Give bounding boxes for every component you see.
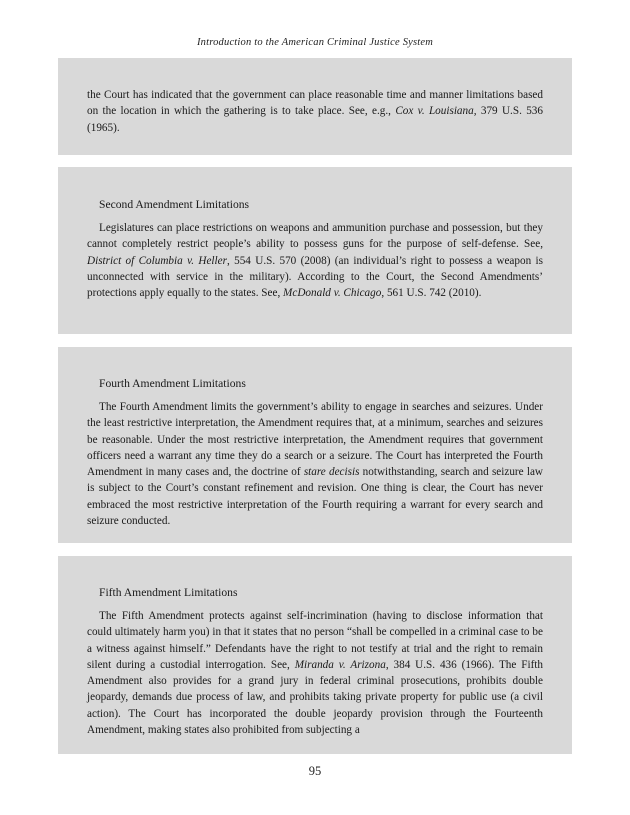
- case-citation: Cox v. Louisiana,: [395, 105, 477, 118]
- section-heading: Second Amendment Limitations: [99, 198, 250, 211]
- page-number: 95: [308, 764, 322, 778]
- section-box-first-amendment-continued: [58, 58, 572, 155]
- body-text: , 384 U.S. 436 (1966). The Fifth Amendment also provides for a grand jury in federal criminal prosecutions, prohibits double jeopardy, demands due process of law, and prohibits taking private property for public use (a civil action). The Court has incorporated the double jeopardy provision through the Fourteenth Amendment, making states also prohibited from subjecting a: [87, 658, 543, 737]
- body-text: , 554 U.S. 570 (2008) (an individual’s right to possess a weapon is unconnected with service in the military). According to the Court, the Second Amendments’ protections apply equally to the states. See,: [87, 254, 543, 300]
- running-header: Introduction to the American Criminal Justice System: [196, 37, 434, 48]
- body-text: Legislatures can place restrictions on weapons and ammunition purchase and possession, but they cannot completely restrict people’s ability to possess guns for the purpose of self-defense. See,: [87, 222, 543, 251]
- section-body: [87, 87, 543, 136]
- case-citation: District of Columbia v. Heller: [87, 254, 227, 267]
- body-text: notwithstanding, search and seizure law is subject to the Court’s constant refinement and revision. One thing is clear, the Court has never embraced the most restrictive interpretation of the Fourth requiring a warrant for every search and seizure conducted.: [87, 466, 543, 528]
- section-body: [87, 399, 543, 529]
- section-body: [87, 608, 543, 738]
- section-heading: Fifth Amendment Limitations: [99, 586, 238, 599]
- body-text: 379 U.S. 536 (1965).: [87, 105, 543, 134]
- section-box-fifth-amendment: [58, 556, 572, 754]
- case-citation: stare decisis: [303, 466, 360, 479]
- section-heading: Fourth Amendment Limitations: [99, 377, 246, 390]
- case-citation: Miranda v. Arizona: [294, 658, 386, 671]
- section-box-fourth-amendment: [58, 347, 572, 543]
- body-text: the Court has indicated that the government can place reasonable time and manner limitations based on the location in which the gathering is to take place. See, e.g.,: [87, 89, 543, 118]
- section-body: [87, 220, 543, 301]
- case-citation: McDonald v. Chicago: [283, 287, 382, 300]
- body-text: The Fourth Amendment limits the government’s ability to engage in searches and seizures. Under the least restrictive interpretation, the Amendment requires that, at a minimum, searches and seizures be reasonable. Under the most restrictive interpretation, the Amendment requires that government officers need a warrant any time they do a search or a seizure. The Court has interpreted the Fourth Amendment in many cases and, the doctrine of: [87, 401, 543, 479]
- body-text: , 561 U.S. 742 (2010).: [381, 287, 482, 300]
- body-text: The Fifth Amendment protects against self-incrimination (having to disclose information that could ultimately harm you) in that it states that no person “shall be compelled in a criminal case to be a witness against himself.” Defendants have the right to not testify at trial and the right to remain silent during a custodial interrogation. See,: [87, 610, 543, 671]
- section-box-second-amendment: [58, 167, 572, 334]
